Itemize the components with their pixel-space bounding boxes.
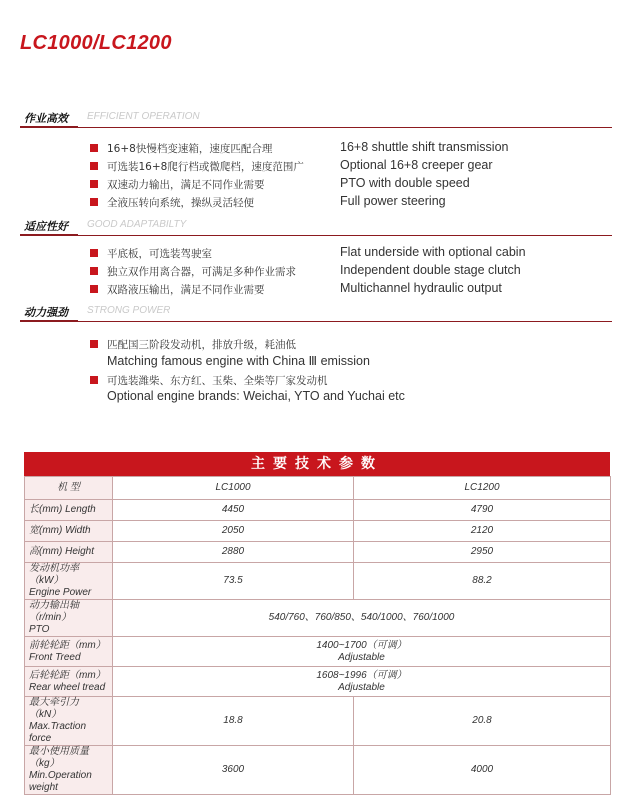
table-header-row — [25, 477, 611, 500]
feature-item — [90, 176, 610, 192]
feature-text-en: Flat underside with optional cabin — [340, 245, 526, 259]
row-value-model-1: 3600 — [113, 746, 354, 795]
header-model-2: LC1200 — [354, 477, 611, 500]
row-label — [25, 637, 113, 667]
row-label-zh: 发动机功率（kW） — [29, 563, 79, 586]
feature-text-zh: 可选装16+8爬行档或微爬档，速度范围广 — [107, 161, 304, 173]
row-value-merged — [113, 667, 611, 697]
section-title-en: GOOD ADAPTABILTY — [87, 219, 187, 230]
spec-table-container — [24, 452, 610, 795]
feature-item — [90, 158, 610, 174]
row-value-note: Adjustable — [338, 651, 385, 663]
bullet-square-icon — [90, 249, 98, 257]
feature-text-en: Optional engine brands: Weichai, YTO and Yuchai etc — [107, 389, 405, 403]
row-value-model-2: 20.8 — [354, 697, 611, 746]
feature-text-zh: 双路液压输出，满足不同作业需要 — [107, 284, 265, 296]
row-label — [25, 667, 113, 697]
row-value-model-1: 4450 — [113, 500, 354, 521]
feature-item — [90, 263, 610, 279]
row-label-en: Rear wheel tread — [29, 681, 106, 693]
row-label — [25, 600, 113, 637]
table-row — [25, 542, 611, 563]
table-row — [25, 600, 611, 637]
row-value-model-2: 2120 — [354, 521, 611, 542]
feature-item — [90, 140, 610, 156]
bullet-square-icon — [90, 285, 98, 293]
row-label-en: Height — [65, 546, 95, 557]
section-divider — [20, 321, 612, 322]
table-row — [25, 746, 611, 795]
header-label: 机 型 — [25, 477, 113, 500]
feature-text-zh: 全液压转向系统，操纵灵活轻便 — [107, 197, 254, 209]
bullet-square-icon — [90, 376, 98, 384]
row-value-model-2: 4790 — [354, 500, 611, 521]
bullet-square-icon — [90, 198, 98, 206]
row-value-model-2: 2950 — [354, 542, 611, 563]
row-label — [25, 500, 113, 521]
section-divider-accent — [20, 234, 78, 236]
feature-item — [90, 194, 610, 210]
section-divider-accent — [20, 320, 78, 322]
spec-table-title: 主要技术参数 — [24, 452, 610, 476]
feature-text-en: 16+8 shuttle shift transmission — [340, 140, 509, 154]
row-value-range: 1400~1700（可调） — [316, 639, 407, 651]
table-row — [25, 697, 611, 746]
bullet-square-icon — [90, 340, 98, 348]
row-label — [25, 697, 113, 746]
bullet-square-icon — [90, 144, 98, 152]
section-header-strong-power — [20, 302, 612, 322]
section-header-good-adaptability — [20, 216, 612, 236]
row-label — [25, 563, 113, 600]
row-label-zh: 前轮轮距（mm） — [29, 639, 106, 651]
row-value-merged — [113, 637, 611, 667]
header-model-1: LC1000 — [113, 477, 354, 500]
feature-text-en: Optional 16+8 creeper gear — [340, 158, 493, 172]
feature-text-en: PTO with double speed — [340, 176, 470, 190]
feature-item — [90, 245, 610, 261]
row-value-model-1: 2050 — [113, 521, 354, 542]
section-divider-accent — [20, 126, 78, 128]
feature-text-zh: 匹配国三阶段发动机，排放升级，耗油低 — [107, 339, 296, 351]
feature-text-zh: 独立双作用离合器，可满足多种作业需求 — [107, 266, 296, 278]
row-label-en: Min.Operation weight — [29, 770, 92, 793]
feature-text-zh: 平底板，可选装驾驶室 — [107, 248, 212, 260]
feature-item — [90, 336, 610, 352]
section-title-zh: 动力强劲 — [24, 306, 68, 319]
feature-text-zh: 16+8快慢档变速箱，速度匹配合理 — [107, 143, 273, 155]
row-value-model-1: 73.5 — [113, 563, 354, 600]
model-title: LC1000/LC1200 — [20, 32, 172, 54]
bullet-square-icon — [90, 267, 98, 275]
table-row — [25, 563, 611, 600]
row-label-en: PTO — [29, 624, 50, 635]
row-label — [25, 746, 113, 795]
feature-item — [90, 372, 610, 388]
section-title-zh: 适应性好 — [24, 220, 68, 233]
section-title-en: EFFICIENT OPERATION — [87, 111, 200, 122]
bullet-square-icon — [90, 162, 98, 170]
spec-table — [24, 476, 611, 795]
bullet-square-icon — [90, 180, 98, 188]
section-title-en: STRONG POWER — [87, 305, 171, 316]
row-label-zh: 宽(mm) — [29, 525, 63, 536]
feature-item — [90, 281, 610, 297]
row-label-en: Length — [65, 504, 96, 515]
row-label-zh: 高(mm) — [29, 546, 63, 557]
feature-text-en: Independent double stage clutch — [340, 263, 521, 277]
row-label-zh: 最大牵引力（kN） — [29, 697, 79, 720]
section-divider — [20, 235, 612, 236]
feature-item-en — [90, 353, 610, 369]
feature-text-zh: 双速动力输出，满足不同作业需要 — [107, 179, 265, 191]
section-header-efficient-operation — [20, 108, 612, 128]
feature-text-en: Matching famous engine with China Ⅲ emission — [107, 354, 370, 368]
row-value-model-1: 18.8 — [113, 697, 354, 746]
row-label-en: Front Treed — [29, 651, 81, 663]
row-value-model-2: 4000 — [354, 746, 611, 795]
row-value-range: 1608~1996（可调） — [316, 669, 407, 681]
feature-text-zh: 可选装潍柴、东方红、玉柴、全柴等厂家发动机 — [107, 375, 328, 387]
section-divider — [20, 127, 612, 128]
row-label-en: Width — [65, 525, 91, 536]
row-label-zh: 最小使用质量（kg） — [29, 746, 89, 769]
table-row — [25, 637, 611, 667]
row-value-model-1: 2880 — [113, 542, 354, 563]
table-row — [25, 500, 611, 521]
row-label-zh: 后轮轮距（mm） — [29, 669, 106, 681]
row-value-note: Adjustable — [338, 681, 385, 693]
feature-item-en — [90, 389, 610, 405]
table-row — [25, 521, 611, 542]
row-label-zh: 长(mm) — [29, 504, 63, 515]
row-label — [25, 542, 113, 563]
row-label-en: Engine Power — [29, 587, 92, 598]
row-label-zh: 动力输出轴（r/min） — [29, 600, 79, 623]
table-row — [25, 667, 611, 697]
feature-text-en: Full power steering — [340, 194, 446, 208]
row-label-en: Max.Traction force — [29, 721, 87, 744]
feature-text-en: Multichannel hydraulic output — [340, 281, 502, 295]
section-title-zh: 作业高效 — [24, 112, 68, 125]
row-value-merged: 540/760、760/850、540/1000、760/1000 — [113, 600, 611, 637]
row-label — [25, 521, 113, 542]
row-value-model-2: 88.2 — [354, 563, 611, 600]
